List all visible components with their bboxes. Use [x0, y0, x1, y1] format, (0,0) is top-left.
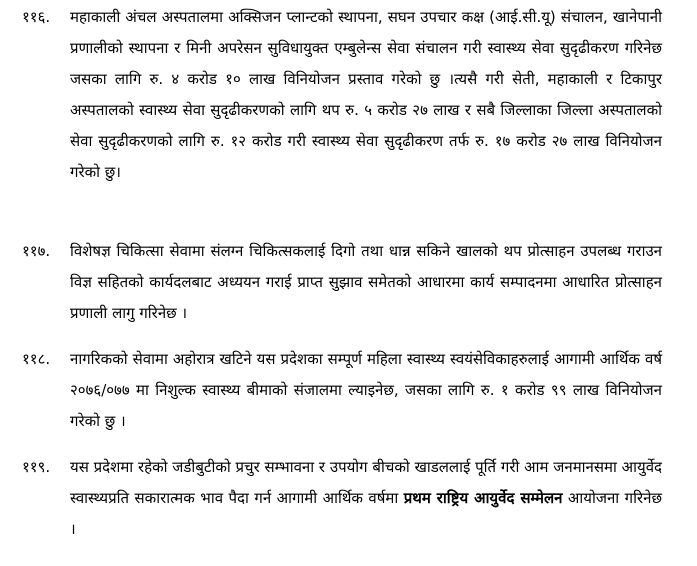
paragraph-text: नागरिकको सेवामा अहोरात्र खटिने यस प्रदेशका सम्पूर्ण महिला स्वास्थ्य स्वयंसेविकाहरुलाई आगामी आर्थिक वर्ष २०७६/०७७ मा निशुल्क स्वास्थ्य बीमाको संजालमा ल्याइनेछ, जसका लागि रु. १ करोड ९९ लाख विनियोजन गरेको छु ।	[70, 350, 662, 430]
highlighted-event-name: प्रथम राष्ट्रिय आयुर्वेद सम्मेलन	[403, 489, 563, 507]
paragraph-117	[22, 236, 662, 329]
paragraph-118	[22, 344, 662, 437]
paragraph-number: ११६.	[22, 8, 51, 26]
paragraph-number: ११८.	[22, 350, 51, 368]
paragraph-116	[22, 2, 662, 188]
paragraph-text: महाकाली अंचल अस्पतालमा अक्सिजन प्लान्टको स्थापना, सघन उपचार कक्ष (आई.सी.यू) संचालन, खानेपानी प्रणालीको स्थापना र मिनी अपरेसन सुविधायुक्त एम्बुलेन्स सेवा संचालन गरी स्वास्थ्य सेवा सुदृढीकरण गरिनेछ जसका लागि रु. ४ करोड १० लाख विनियोजन प्रस्ताव गरेको छु ।त्यसै गरी सेती, महाकाली र टिकापुर अस्पतालको स्वास्थ्य सेवा सुदृढीकरणको लागि थप रु. ५ करोड २७ लाख र सबै जिल्लाका जिल्ला अस्पतालको सेवा सुदृढीकरणको लागि रु. १२ करोड गरी स्वास्थ्य सेवा सुदृढीकरण तर्फ रु. १७ करोड २७ लाख विनियोजन गरेको छु।	[70, 8, 662, 181]
paragraph-text	[70, 452, 662, 545]
paragraph-number: ११७.	[22, 242, 51, 260]
paragraph-text-start: यस प्रदेशमा रहेको जडीबुटीको प्रचुर सम्भावना र उपयोग बीचको खाडललाई पूर्ति गरी आम जनमानसमा आयुर्वेद स्वास्थ्यप्रति सकारात्मक भाव पैदा गर्न आगामी आर्थिक वर्षमा	[70, 458, 662, 507]
paragraph-number: ११९.	[22, 458, 51, 476]
paragraph-119	[22, 452, 662, 545]
paragraph-text-end: आयोजना गरिनेछ ।	[70, 489, 662, 538]
paragraph-text: विशेषज्ञ चिकित्सा सेवामा संलग्न चिकित्सकलाई दिगो तथा धान्न सकिने खालको थप प्रोत्साहन उपलब्ध गराउन विज्ञ सहितको कार्यदलबाट अध्ययन गराई प्राप्त सुझाव समेतको आधारमा कार्य सम्पादनमा आधारित प्रोत्साहन प्रणाली लागु गरिनेछ ।	[70, 242, 662, 322]
